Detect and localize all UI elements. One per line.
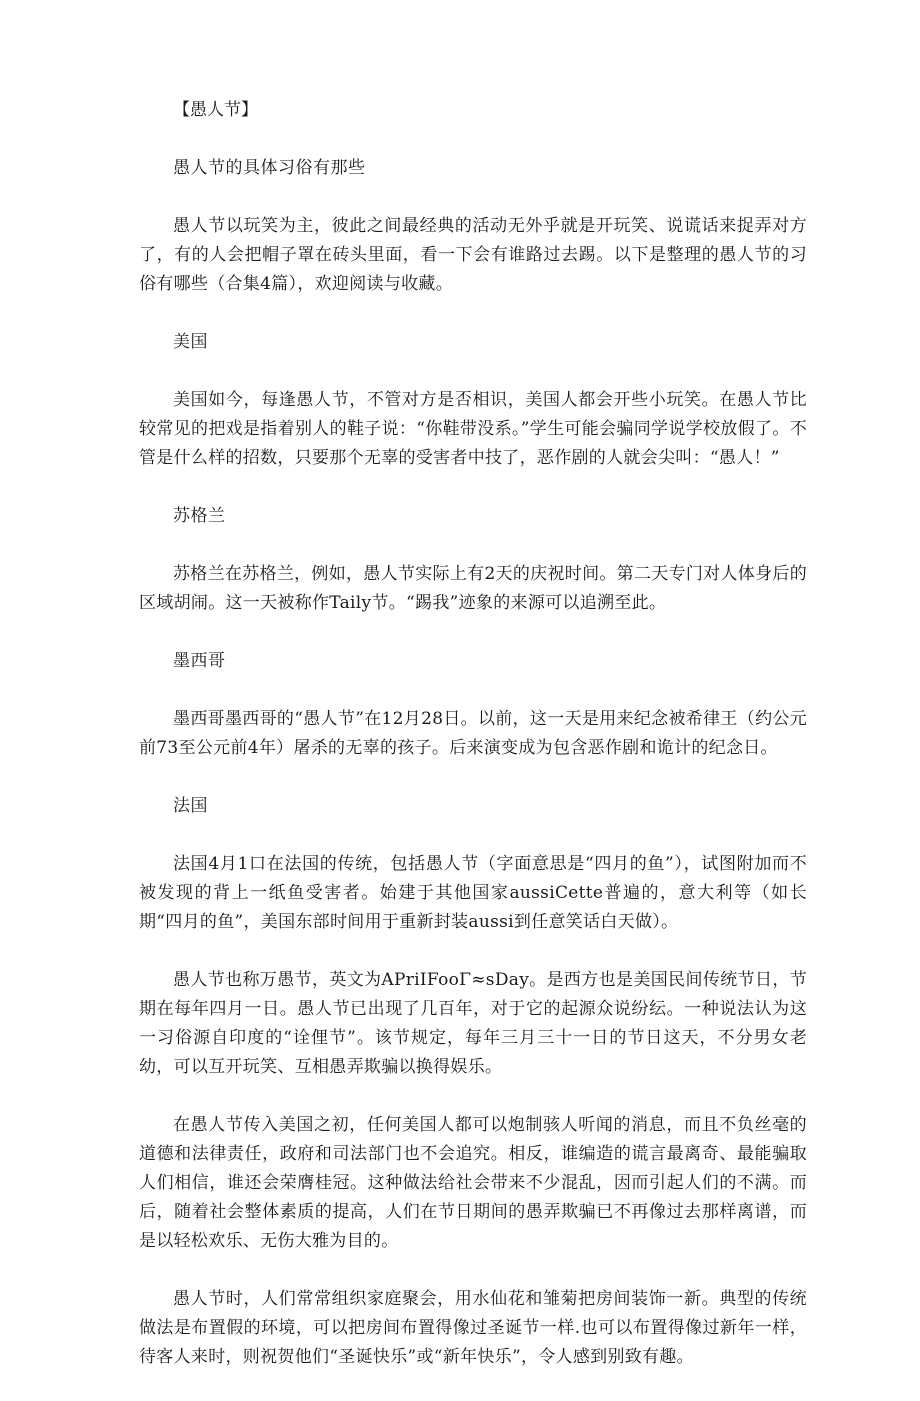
section-heading-france: 法国 [173, 796, 208, 816]
section-heading-usa: 美国 [173, 332, 208, 352]
section-heading-scotland: 苏格兰 [173, 506, 226, 526]
section-text-usa: 美国如今，每逢愚人节，不管对方是否相识，美国人都会开些小玩笑。在愚人节比较常见的把戏是指着别人的鞋子说：“你鞋带没系。”学生可能会骗同学说学校放假了。不管是什么样的招数，只要那个无辜的受害者中技了，恶作剧的人就会尖叫：“愚人！” [139, 390, 807, 468]
section-heading-mexico: 墨西哥 [173, 651, 226, 671]
body-paragraph: 愚人节时，人们常常组织家庭聚会，用水仙花和雏菊把房间装饰一新。典型的传统做法是布置假的环境，可以把房间布置得像过圣诞节一样.也可以布置得像过新年一样，待客人来时，则祝贺他们“圣诞快乐”或“新年快乐”，令人感到别致有趣。 [139, 1289, 807, 1367]
intro-paragraph: 愚人节以玩笑为主，彼此之间最经典的活动无外乎就是开玩笑、说谎话来捉弄对方了，有的人会把帽子罩在砖头里面，看一下会有谁路过去踢。以下是整理的愚人节的习俗有哪些（合集4篇），欢迎阅读与收藏。 [139, 216, 807, 294]
document-subtitle: 愚人节的具体习俗有那些 [173, 158, 366, 178]
section-text-france: 法国4月1口在法国的传统，包括愚人节（字面意思是“四月的鱼”），试图附加而不被发现的背上一纸鱼受害者。始建于其他国家aussiCette普遍的，意大利等（如长期“四月的鱼”，美国东部时间用于重新封装aussi到任意笑话白天做）。 [139, 854, 807, 932]
document-body [139, 96, 807, 1401]
body-paragraph: 在愚人节传入美国之初，任何美国人都可以炮制骇人听闻的消息，而且不负丝毫的道德和法律责任，政府和司法部门也不会追究。相反，谁编造的谎言最离奇、最能骗取人们相信，谁还会荣膺桂冠。这种做法给社会带来不少混乱，因而引起人们的不满。而后，随着社会整体素质的提高，人们在节日期间的愚弄欺骗已不再像过去那样离谱，而是以轻松欢乐、无伤大雅为目的。 [139, 1115, 807, 1251]
section-text-mexico: 墨西哥墨西哥的“愚人节”在12月28日。以前，这一天是用来纪念被希律王（约公元前73至公元前4年）屠杀的无辜的孩子。后来演变成为包含恶作剧和诡计的纪念日。 [139, 709, 807, 758]
body-paragraph: 愚人节也称万愚节，英文为APriIFooΓ≈sDay。是西方也是美国民间传统节日，节期在每年四月一日。愚人节已出现了几百年，对于它的起源众说纷纭。一种说法认为这一习俗源自印度的“诠俚节”。该节规定，每年三月三十一日的节日这天，不分男女老幼，可以互开玩笑、互相愚弄欺骗以换得娱乐。 [139, 970, 807, 1077]
section-text-scotland: 苏格兰在苏格兰，例如，愚人节实际上有2天的庆祝时间。第二天专门对人体身后的区域胡闹。这一天被称作Taily节。“踢我”迹象的来源可以追溯至此。 [139, 564, 807, 613]
document-title: 【愚人节】 [173, 100, 258, 120]
